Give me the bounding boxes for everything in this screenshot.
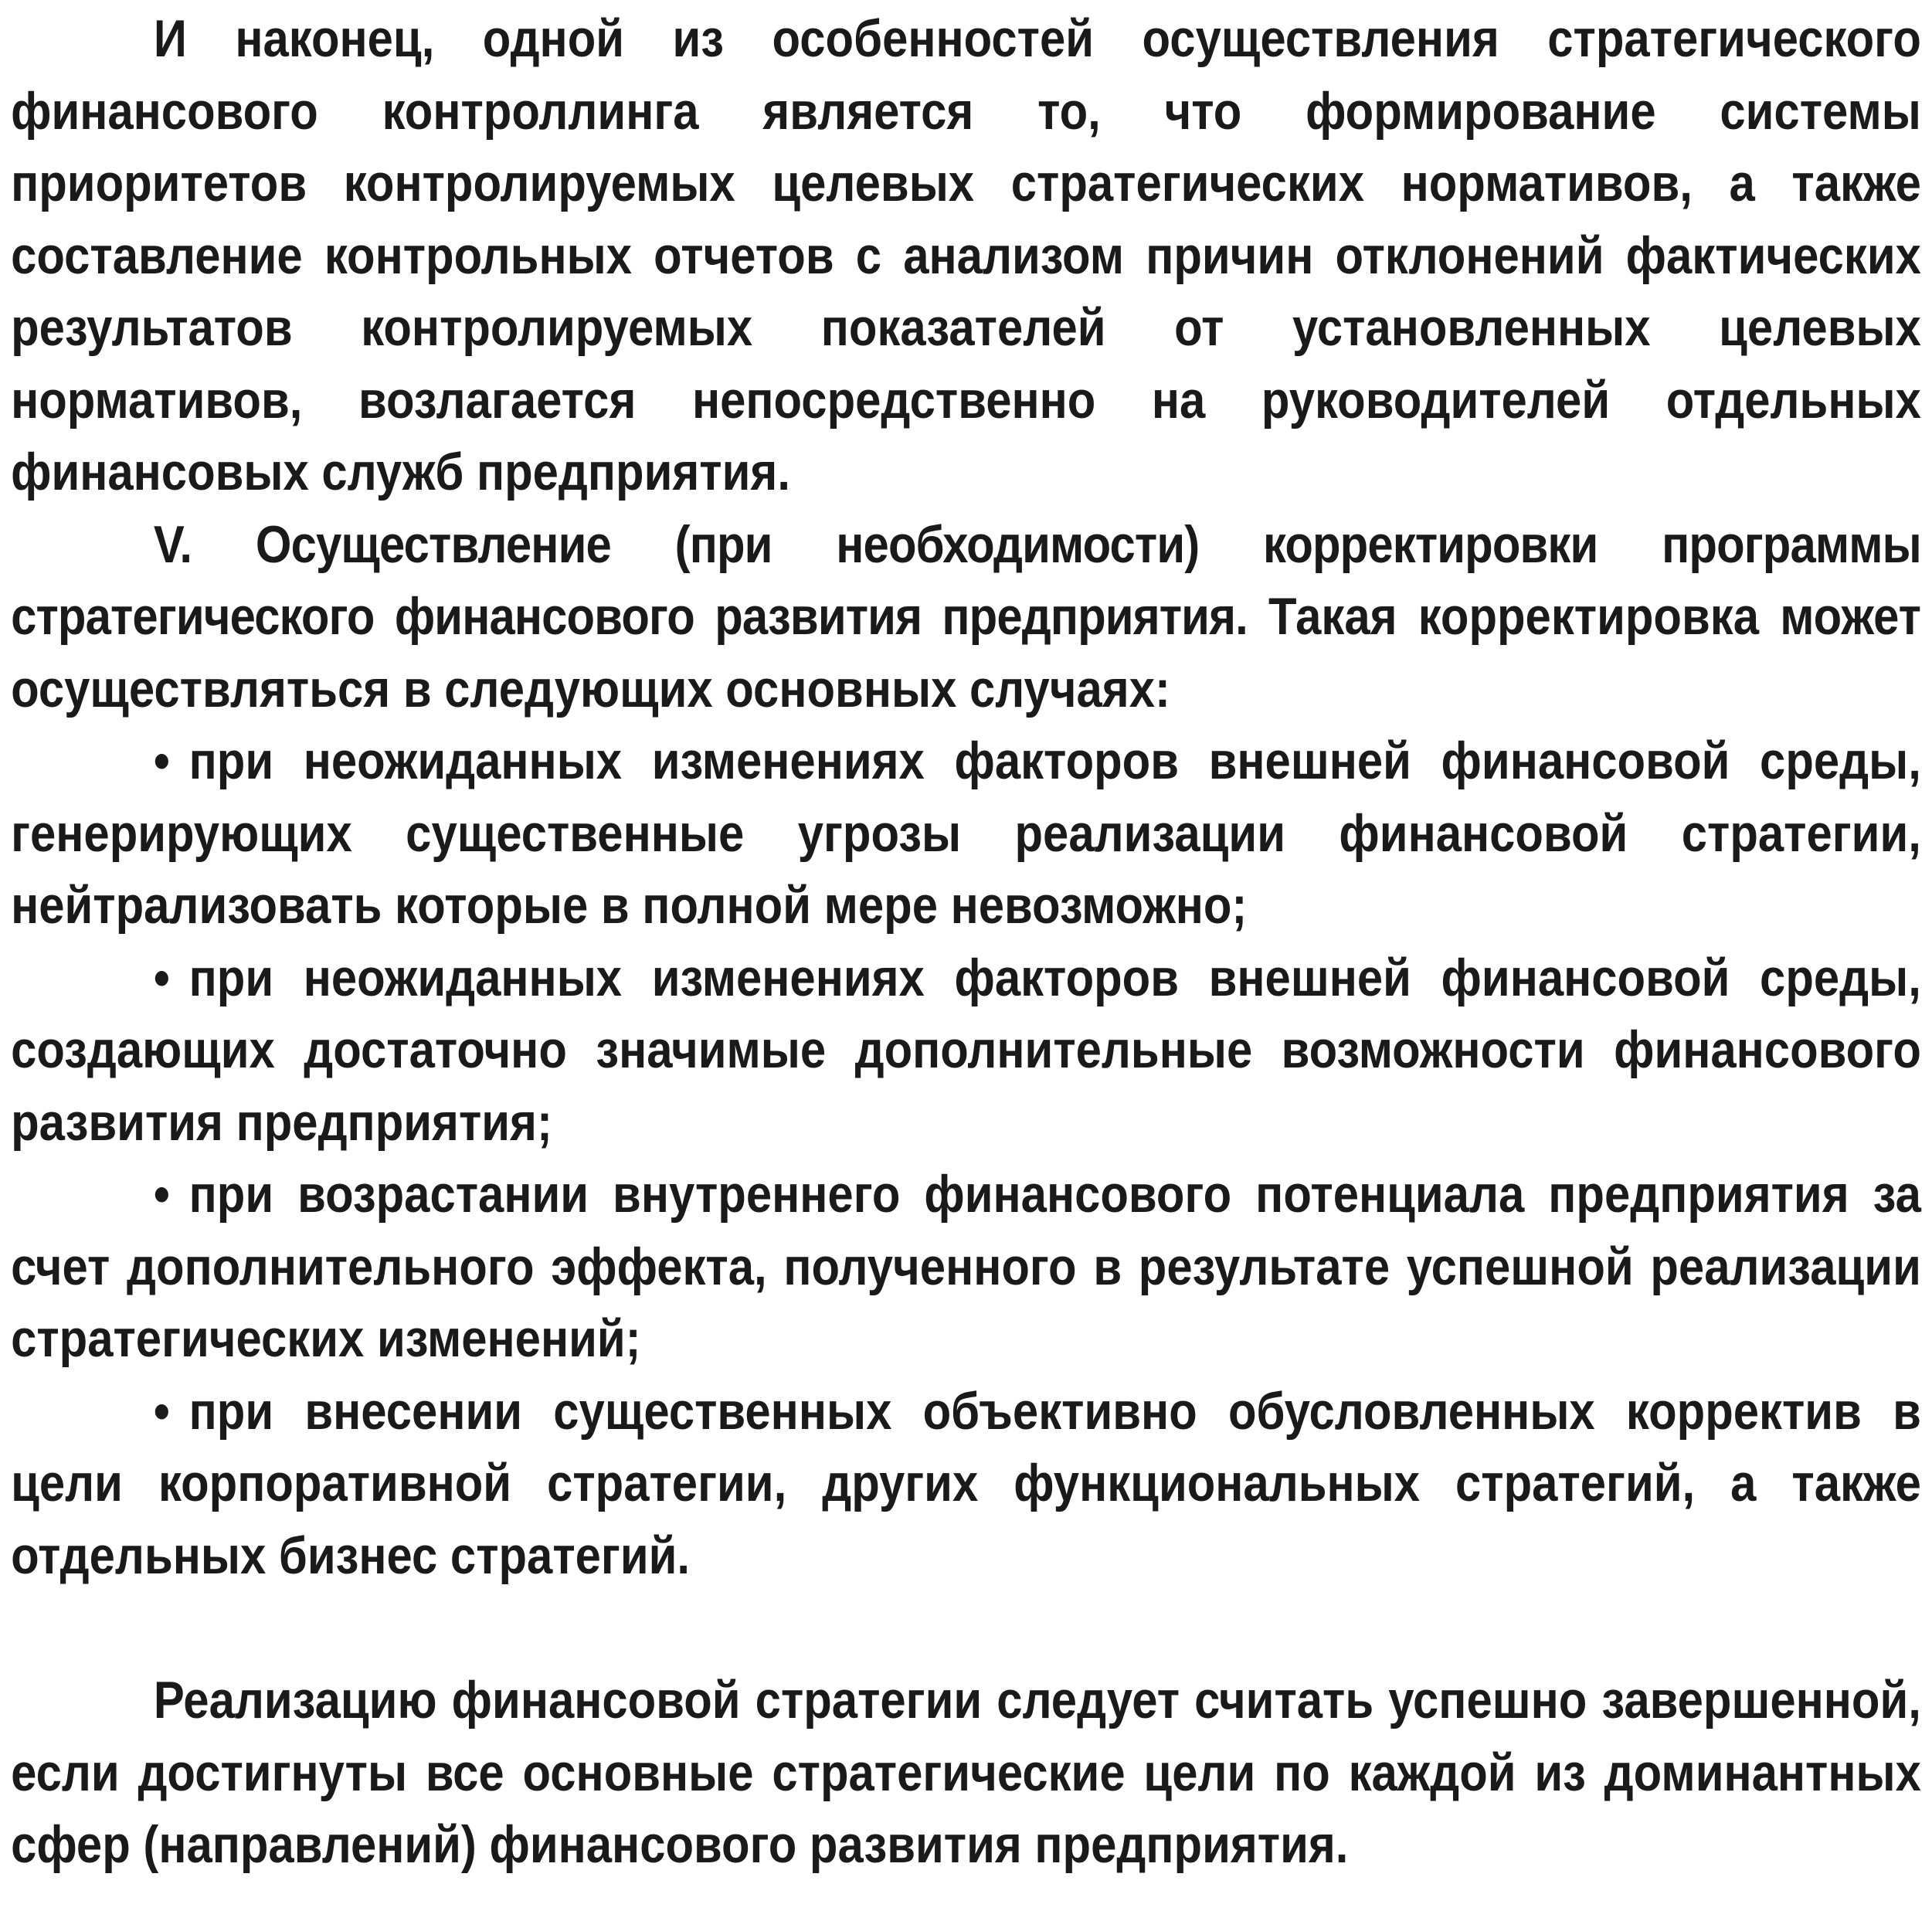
bullet-text: при внесении существенных объективно обусловленных корректив в цели корпоративной стратегии, других функциональных стратегий, а также отдельных бизнес стратегий. [11, 1381, 1921, 1585]
bullet-text: при неожиданных изменениях факторов внешней финансовой среды, создающих достаточно значимые дополнительные возможности финансового развития предприятия; [11, 948, 1921, 1152]
section-v-heading: V. Осуществление (при необходимости) корректировки программы стратегического финансового развития предприятия. [11, 514, 1921, 646]
section-v-intro: Такая корректировка может осуществляться в следующих основных случаях: [11, 587, 1921, 718]
bullet-text: при возрастании внутреннего финансового потенциала предприятия за счет дополнительного эффекта, полученного в результате успешной реализации стратегических изменений; [11, 1165, 1921, 1368]
paragraph-section-v [11, 509, 1921, 726]
bullet-icon: • [153, 731, 170, 790]
paragraph-controlling: И наконец, одной из особенностей осуществления стратегического финансового контроллинга является то, что формирование системы приоритетов контролируемых целевых стратегических нормативов, а также составление контрольных отчетов с анализом причин отклонений фактических результатов контролируемых показателей от установленных целевых нормативов, возлагается непосредственно на руководителей отдельных финансовых служб предприятия. [11, 9, 1921, 501]
bullet-text: при неожиданных изменениях факторов внешней финансовой среды, генерирующих существенные угрозы реализации финансовой стратегии, нейтрализовать которые в полной мере невозможно; [11, 731, 1921, 935]
bullet-icon: • [153, 948, 170, 1007]
list-item [11, 1376, 1921, 1593]
bullet-icon: • [153, 1165, 170, 1224]
bullet-icon: • [153, 1381, 170, 1441]
list-item [11, 942, 1921, 1159]
list-item [11, 1159, 1921, 1376]
paragraph-conclusion: Реализацию финансовой стратегии следует считать успешно завершенной, если достигнуты все основные стратегические цели по каждой из доминантных сфер (направлений) финансового развития предприятия. [11, 1671, 1921, 1874]
list-item [11, 725, 1921, 942]
